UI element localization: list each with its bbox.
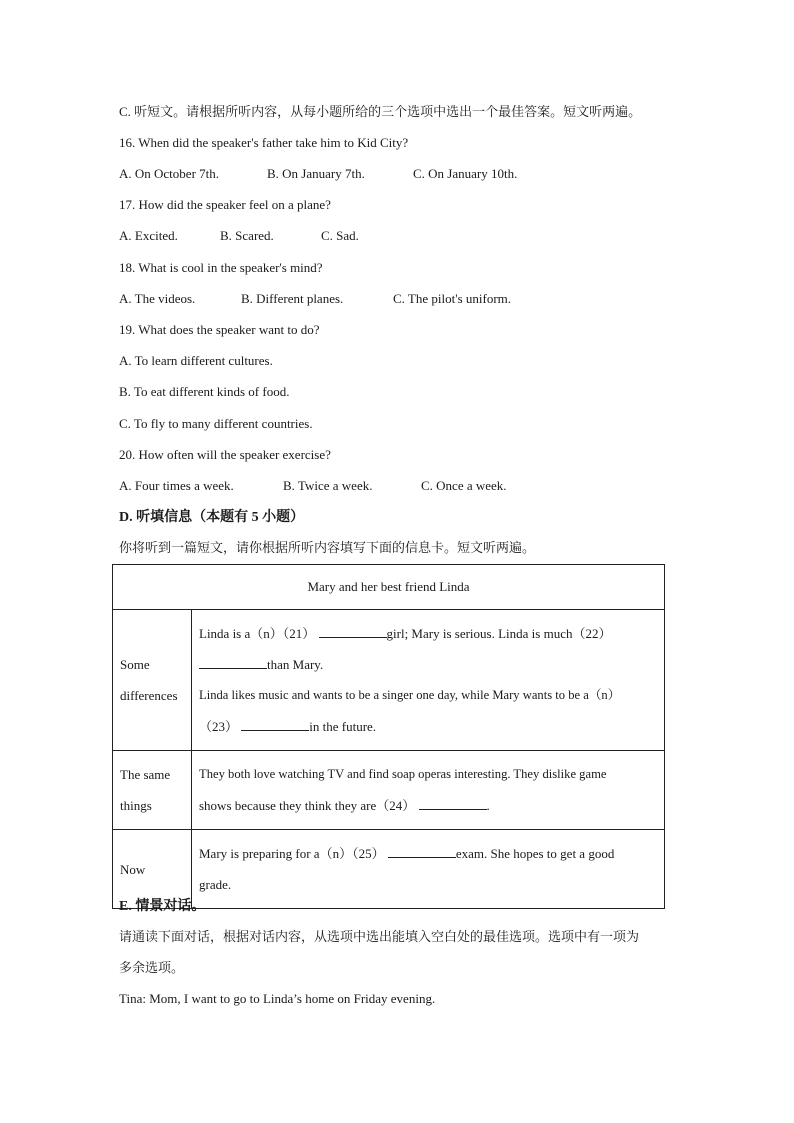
section-e-instruction-2: 多余选项。 [119, 961, 185, 976]
q20-option-c: C. Once a week. [421, 478, 507, 493]
question-16: 16. When did the speaker's father take him to Kid City? [119, 135, 409, 150]
info-card-table [112, 564, 665, 909]
content-line: Linda likes music and wants to be a singer one day, while Mary wants to be a（n） [199, 688, 621, 702]
q18-option-b: B. Different planes. [241, 291, 344, 306]
q17-option-b: B. Scared. [220, 228, 274, 243]
q19-option-c: C. To fly to many different countries. [119, 416, 313, 431]
q17-option-c: C. Sad. [321, 228, 359, 243]
row-label-line: Now [120, 861, 146, 877]
question-19: 19. What does the speaker want to do? [119, 322, 320, 337]
section-e-title: 情景对话。 [135, 898, 206, 914]
row-content-now [192, 830, 665, 909]
question-17: 17. How did the speaker feel on a plane? [119, 197, 331, 212]
q19-option-b: B. To eat different kinds of food. [119, 384, 290, 399]
content-text: . [486, 798, 490, 813]
content-line [199, 618, 658, 649]
q17-option-a: A. Excited. [119, 228, 178, 243]
section-d-prefix: D. [119, 510, 137, 525]
section-d-suffix: 小题） [262, 509, 305, 525]
section-d-instruction: 你将听到一篇短文，请你根据所听内容填写下面的信息卡。短文听两遍。 [119, 541, 536, 556]
content-text: than Mary. [267, 657, 324, 672]
content-text: Linda is a（n）（21） [199, 626, 316, 641]
row-label-line: The same [120, 767, 171, 782]
row-label-line: things [120, 798, 152, 813]
question-20: 20. How often will the speaker exercise? [119, 447, 331, 462]
blank-24[interactable] [419, 797, 487, 810]
q18-option-a: A. The videos. [119, 291, 196, 306]
blank-22[interactable] [199, 656, 267, 669]
content-text: exam. She hopes to get a good [455, 846, 615, 861]
q16-option-b: B. On January 7th. [267, 166, 365, 181]
row-content-differences [192, 610, 665, 751]
q20-option-a: A. Four times a week. [119, 478, 234, 493]
dialogue-line-1: Tina: Mom, I want to go to Linda’s home on Friday evening. [119, 991, 436, 1006]
q16-option-a: A. On October 7th. [119, 166, 220, 181]
q20-option-b: B. Twice a week. [283, 478, 373, 493]
row-label-same-things [113, 751, 192, 830]
q19-option-a: A. To learn different cultures. [119, 353, 273, 368]
section-e-instruction-1: 请通读下面对话，根据对话内容，从选项中选出能填入空白处的最佳选项。选项中有一项为 [119, 930, 640, 945]
q16-option-c: C. On January 10th. [413, 166, 518, 181]
section-e-heading [119, 898, 205, 915]
content-line: grade. [199, 877, 232, 892]
info-card-title: Mary and her best friend Linda [113, 565, 665, 610]
section-c-heading [119, 104, 641, 121]
content-line [199, 790, 658, 821]
blank-25[interactable] [388, 845, 456, 858]
blank-23[interactable] [241, 718, 309, 731]
content-line [199, 838, 658, 869]
content-line [199, 649, 658, 680]
content-text: Mary is preparing for a（n）（25） [199, 846, 385, 861]
content-text: in the future. [309, 719, 377, 734]
section-d-count: 5 [251, 510, 259, 525]
content-line: They both love watching TV and find soap operas interesting. They dislike game [199, 767, 607, 781]
content-text: shows because they think they are（24） [199, 798, 416, 813]
q18-option-c: C. The pilot's uniform. [393, 291, 512, 306]
question-18: 18. What is cool in the speaker's mind? [119, 260, 323, 275]
content-text: girl; Mary is serious. Linda is much（22） [386, 626, 612, 641]
section-e-prefix: E. [119, 899, 136, 914]
row-label-line: Some [120, 657, 150, 672]
row-label-differences [113, 610, 192, 751]
section-c-instruction: 听短文。请根据所听内容，从每小题所给的三个选项中选出一个最佳答案。短文听两遍。 [134, 105, 642, 120]
section-c-prefix: C. [119, 104, 135, 119]
content-line [199, 711, 658, 742]
section-d-title: 听填信息（本题有 [136, 509, 249, 525]
blank-21[interactable] [319, 625, 387, 638]
row-content-same-things [192, 751, 665, 830]
row-label-now [113, 830, 192, 909]
section-d-heading [119, 509, 304, 526]
content-text: （23） [199, 719, 239, 734]
row-label-line: differences [120, 688, 178, 703]
